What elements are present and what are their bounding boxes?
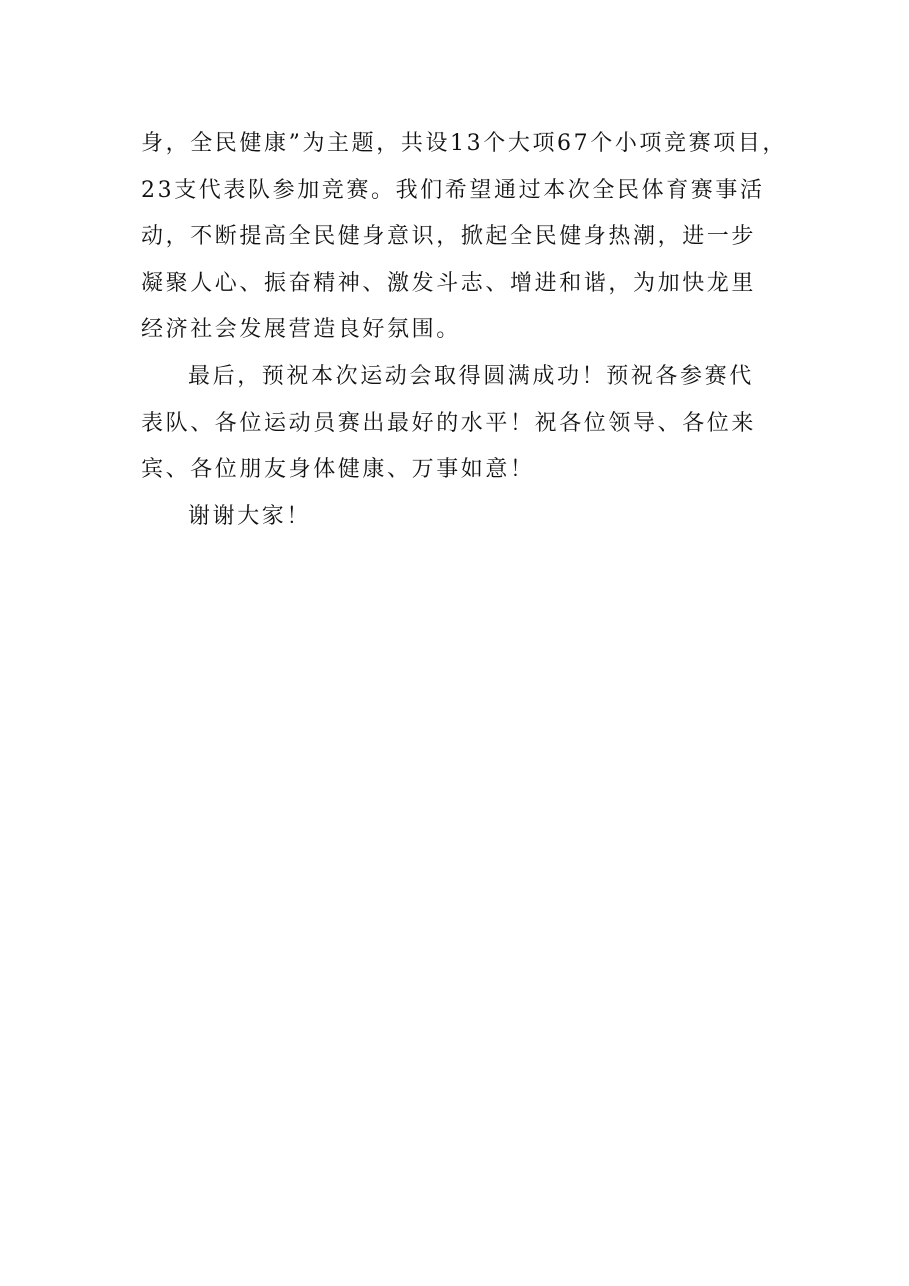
text-line: 宾、各位朋友身体健康、万事如意！: [141, 457, 535, 483]
text-line: 身，全民健康”为主题，共设13个大项67个小项竞赛项目，: [141, 131, 788, 156]
text-line: 凝聚人心、振奋精神、激发斗志、增进和谐，为加快龙里: [141, 270, 757, 296]
text-line: 23支代表队参加竞赛。我们希望通过本次全民体育赛事活: [141, 177, 765, 203]
text-line: 经济社会发展营造良好氛围。: [141, 317, 461, 343]
closing-thanks-line: 谢谢大家！: [188, 503, 312, 529]
text-line: 动，不断提高全民健身意识，掀起全民健身热潮，进一步: [141, 224, 757, 250]
paragraph-start-line: 最后，预祝本次运动会取得圆满成功！预祝各参赛代: [188, 363, 754, 389]
text-line: 表队、各位运动员赛出最好的水平！祝各位领导、各位来: [141, 410, 757, 436]
document-body: [141, 121, 788, 540]
